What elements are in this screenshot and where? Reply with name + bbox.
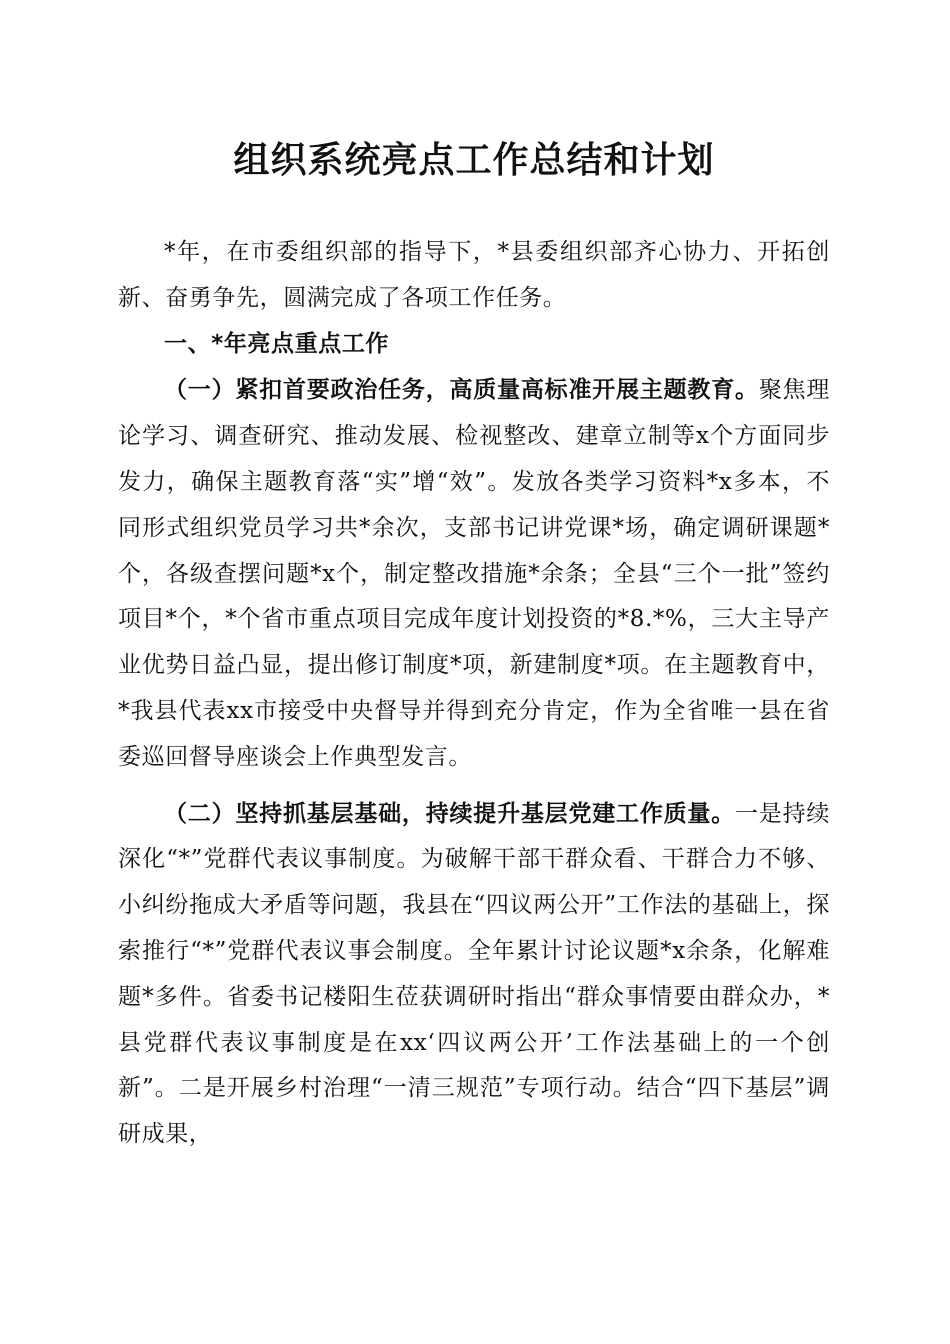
document-title: 组织系统亮点工作总结和计划 — [233, 139, 715, 181]
item2-paragraph — [118, 791, 830, 1158]
document-body — [118, 230, 830, 1158]
intro-paragraph: *年，在市委组织部的指导下，*县委组织部齐心协力、开拓创新、奋勇争先，圆满完成了各项工作任务。 — [118, 239, 830, 311]
item2-body: 一是持续深化“*”党群代表议事制度。为破解干部干群众看、干群合力不够、小纠纷拖成大矛盾等问题，我县在“四议两公开”工作法的基础上，探索推行“*”党群代表议事会制度。全年累计讨论议题*x余条，化解难题*多件。省委书记楼阳生莅获调研时指出“群众事情要由群众办，*县党群代表议事制度是在xx‘四议两公开’工作法基础上的一个创新”。二是开展乡村治理“一清三规范”专项行动。结合“四下基层”调研成果， — [118, 800, 830, 1148]
item1-paragraph — [118, 367, 830, 780]
item1-lead: （一）紧扣首要政治任务，高质量高标准开展主题教育。 — [164, 376, 759, 404]
item2-lead: （二）坚持抓基层基础，持续提升基层党建工作质量。 — [164, 799, 736, 827]
item1-body: 聚焦理论学习、调查研究、推动发展、检视整改、建章立制等x个方面同步发力，确保主题教育落“实”增“效”。发放各类学习资料*x多本，不同形式组织党员学习共*余次，支部书记讲党课*场，确定调研课题*个，各级查摆问题*x个，制定整改措施*余条；全县“三个一批”签约项目*个，*个省市重点项目完成年度计划投资的*8.*%，三大主导产业优势日益凸显，提出修订制度*项，新建制度*项。在主题教育中，*我县代表xx市接受中央督导并得到充分肯定，作为全省唯一县在省委巡回督导座谈会上作典型发言。 — [118, 377, 830, 770]
section-heading: 一、*年亮点重点工作 — [164, 330, 390, 357]
